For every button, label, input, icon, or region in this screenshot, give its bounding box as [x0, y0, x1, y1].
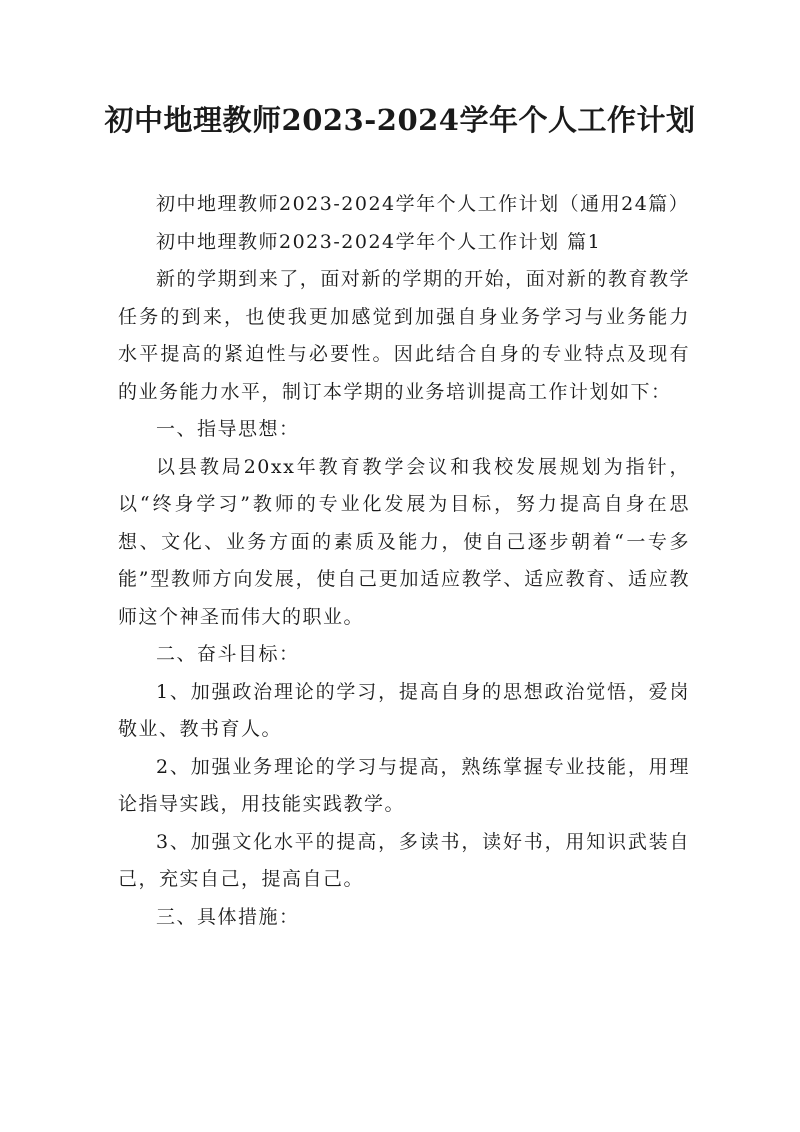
heading-measures: 三、具体措施： — [156, 905, 300, 928]
document-subtitle: 初中地理教师2023-2024学年个人工作计划（通用24篇） — [156, 193, 690, 215]
goal-item-1: 1、加强政治理论的学习，提高自身的思想政治觉悟，爱岗敬业、教书育人。 — [118, 680, 690, 740]
heading-goals: 二、奋斗目标： — [156, 643, 300, 665]
intro-paragraph: 新的学期到来了，面对新的学期的开始，面对新的教育教学任务的到来，也使我更加感觉到加强自身业务学习与业务能力水平提高的紧迫性与必要性。因此结合自身的专业特点及现有的业务能力水平，制订本学期的业务培训提高工作计划如下： — [118, 268, 690, 403]
document-body — [118, 186, 690, 936]
goal-item-3: 3、加强文化水平的提高，多读书，读好书，用知识武装自己，充实自己，提高自己。 — [118, 830, 690, 890]
document-title: 初中地理教师2023-2024学年个人工作计划 — [104, 103, 696, 137]
guiding-paragraph: 以县教局20xx年教育教学会议和我校发展规划为指针，以“终身学习”教师的专业化发展为目标，努力提高自身在思想、文化、业务方面的素质及能力，使自己逐步朝着“一专多能”型教师方向发展，使自己更加适应教学、适应教育、适应教师这个神圣而伟大的职业。 — [118, 455, 690, 628]
heading-guiding-ideology: 一、指导思想： — [156, 418, 300, 440]
section-heading: 初中地理教师2023-2024学年个人工作计划 篇1 — [156, 230, 602, 253]
goal-item-2: 2、加强业务理论的学习与提高，熟练掌握专业技能，用理论指导实践，用技能实践教学。 — [118, 755, 690, 815]
